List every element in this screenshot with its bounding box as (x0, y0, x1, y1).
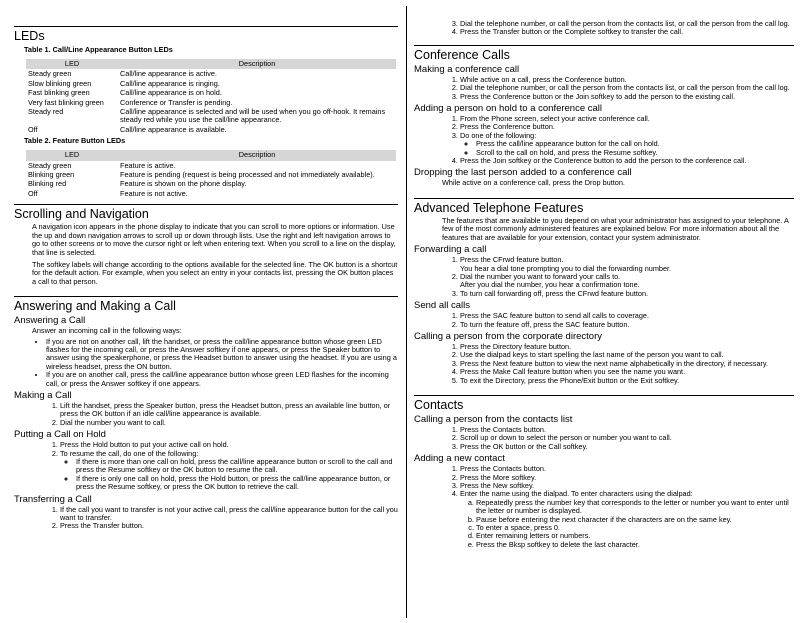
list-item: 1. Lift the handset, press the Speaker button, press the Headset button, press an available line button, or press the OK button if an idle call/line appearance is available. (60, 402, 398, 419)
list-item: ◦ If there is more than one call on hold, press the call/line appearance button or scroll to the call and press the Resume softkey or the OK button to resume the call. (76, 458, 398, 475)
list-item: 3. Press the OK button or the Call softkey. (460, 443, 794, 451)
list-item: 2. Scroll up or down to select the person or number you want to call. (460, 434, 794, 442)
list-item: 4. Press the Join softkey or the Conference button to add the person to the conference call. (460, 157, 794, 165)
conference-dropping-heading: Dropping the last person added to a conference call (414, 167, 632, 179)
table-cell: Call/line appearance is available. (120, 124, 227, 134)
contacts-add-heading: Adding a new contact (414, 453, 505, 465)
conference-adding-list (414, 115, 794, 165)
table-cell: Call/line appearance is ringing. (120, 78, 220, 88)
list-item: a. Repeatedly press the number key that corresponds to the letter or number you want to enter until the letter or number is displayed. (476, 499, 794, 516)
hold-heading: Putting a Call on Hold (14, 429, 106, 441)
scrolling-section (14, 204, 398, 286)
transfer-continued-list (414, 20, 794, 37)
table-row (26, 88, 396, 97)
list-item: 3. Dial the telephone number, or call the person from the contacts list, or call the person from the call log. (460, 20, 794, 28)
forward-heading: Forwarding a call (414, 244, 487, 256)
list-item: • If you are on another call, press the call/line appearance button whose green LED flashes for the incoming call, or press the Answer softkey if one appears. (46, 371, 398, 388)
right-column (414, 0, 794, 549)
list-item: 2. To turn the feature off, press the SAC feature button. (460, 321, 794, 329)
transfer-heading: Transferring a Call (14, 493, 92, 505)
making-list (14, 402, 398, 427)
contacts-section (414, 395, 794, 549)
contacts-call-heading: Calling a person from the contacts list (414, 413, 573, 425)
table-row (26, 98, 396, 107)
list-item: 1. Press the SAC feature button to send all calls to coverage. (460, 312, 794, 320)
sac-heading: Send all calls (414, 300, 470, 312)
list-item: 2. Press the More softkey. (460, 474, 794, 482)
list-item: 1. From the Phone screen, select your active conference call. (460, 115, 794, 123)
table-cell: Steady green (28, 69, 72, 79)
list-item: 1. Press the Directory feature button. (460, 343, 794, 351)
table-row (26, 189, 396, 198)
answering-title: Answering and Making a Call (14, 299, 176, 314)
column-divider (406, 6, 407, 618)
table2-caption: Table 2. Feature Button LEDs (24, 136, 126, 146)
left-column (14, 0, 398, 531)
list-item-text: Press the CFrwd feature button. (460, 255, 564, 265)
answering-heading: Answering a Call (14, 315, 86, 327)
hold-sublist (60, 458, 398, 492)
list-item: 3. Press the Conference button or the Join softkey to add the person to the existing call. (460, 93, 794, 101)
list-item: 3. Press the New softkey. (460, 482, 794, 490)
table-row (26, 161, 396, 170)
table-cell: Steady red (28, 107, 64, 117)
conference-making-heading: Making a conference call (414, 63, 520, 75)
list-item: 5. To exit the Directory, press the Phone/Exit button or the Exit softkey. (460, 377, 794, 385)
table-row (26, 179, 396, 188)
table-header: Description (118, 150, 396, 160)
list-item: ◦ Scroll to the call on hold, and press the Resume softkey. (476, 149, 794, 157)
forward-list (414, 256, 794, 298)
list-item (460, 132, 794, 157)
directory-heading: Calling a person from the corporate directory (414, 330, 602, 342)
list-item: 1. Press the Hold button to put your active call on hold. (60, 441, 398, 449)
list-item: 1. While active on a call, press the Conference button. (460, 76, 794, 84)
table-cell: Off (28, 124, 38, 134)
list-item-text: Enter the name using the dialpad. To enter characters using the dialpad: (460, 489, 693, 499)
table-cell: Feature is pending (request is being processed and not immediately available). (120, 170, 375, 180)
conference-adding-heading: Adding a person on hold to a conference call (414, 103, 603, 115)
hold-list (14, 441, 398, 491)
list-item: 3. To turn call forwarding off, press the CFrwd feature button. (460, 290, 794, 298)
conference-dropping-paragraph: While active on a conference call, press the Drop button. (442, 178, 625, 188)
conference-adding-sublist (460, 140, 794, 157)
list-item: 1. Press the Contacts button. (460, 465, 794, 473)
list-item-note: You hear a dial tone prompting you to dial the forwarding number. (460, 263, 672, 273)
table-cell: Feature is shown on the phone display. (120, 179, 247, 189)
answering-section (14, 296, 398, 531)
list-item (460, 273, 794, 290)
making-heading: Making a Call (14, 389, 72, 401)
leds-title: LEDs (14, 29, 45, 43)
scrolling-paragraph-1: A navigation icon appears in the phone display to indicate that you can scroll to more options or information. Use the up and down navigation arrows to scroll up or down through lists. Use the right and left navigation arrows to go to other screens or to move the cursor right or left when entering text. When you scroll to a line on the display, that line is selected. (32, 222, 396, 257)
table-cell: Call/line appearance is active. (120, 69, 217, 79)
list-item-note: After you dial the number, you hear a confirmation tone. (460, 280, 640, 290)
list-item: d. Enter remaining letters or numbers. (476, 532, 794, 540)
list-item: 1. Press the Contacts button. (460, 426, 794, 434)
list-item: b. Pause before entering the next character if the characters are on the same key. (476, 516, 794, 524)
list-item-text: Do one of the following: (460, 130, 537, 140)
table-cell: Call/line appearance is selected and will be used when you go off-hook. It remains steady red while you use the call/line appearance. (120, 107, 386, 125)
advanced-intro: The features that are available to you depend on what your administrator has assigned to your telephone. A few of the most commonly administered features are explained below. For more information about all the features that are available for your extension, contact your system administrator. (442, 215, 789, 242)
table-header: Description (118, 59, 396, 69)
table-header: LED (26, 59, 118, 69)
table1-caption: Table 1. Call/Line Appearance Button LEDs (24, 45, 173, 54)
led-table-1 (26, 59, 396, 134)
answering-intro: Answer an incoming call in the following ways: (32, 326, 182, 336)
table-cell: Feature is not active. (120, 188, 188, 198)
table-row (26, 107, 396, 125)
table-cell: Conference or Transfer is pending. (120, 97, 233, 107)
list-item (60, 450, 398, 492)
advanced-title: Advanced Telephone Features (414, 200, 584, 215)
table-cell: Feature is active. (120, 160, 176, 170)
list-item: 2. Dial the telephone number, or call the person from the contacts list, or call the person from the call log. (460, 84, 794, 92)
table-header: LED (26, 150, 118, 160)
table-cell: Fast blinking green (28, 88, 90, 98)
conference-making-list (414, 76, 794, 101)
scrolling-title: Scrolling and Navigation (14, 207, 149, 222)
list-item: 2. Press the Conference button. (460, 123, 794, 131)
list-item: • If you are not on another call, lift the handset, or press the call/line appearance button whose green LED flashes for the incoming call, or press the Answer softkey if one appears, or press the Speaker button to answer using the speakerphone, or press the Headset button to answer using the headset. If you are using a wireless headset, press the ON button. (46, 338, 398, 372)
scrolling-paragraph-2: The softkey labels will change according to the options available for the selected line. The OK button is a shortcut for the default action. For example, when you select an entry in your contacts list, pressing the OK button places a call to that person. (32, 259, 398, 286)
list-item: e. Press the Bksp softkey to delete the last character. (476, 541, 794, 549)
table-cell: Off (28, 188, 38, 198)
conference-section (414, 45, 794, 188)
list-item: 1. If the call you want to transfer is not your active call, press the call/line appearance button for the call you want to transfer. (60, 506, 398, 523)
list-item: ◦ Press the call/line appearance button for the call on hold. (476, 140, 794, 148)
contacts-add-list (414, 465, 794, 549)
sac-list (414, 312, 794, 329)
list-item-text: Dial the number you want to forward your calls to. (460, 271, 621, 281)
advanced-section (414, 198, 794, 385)
table-row (26, 125, 396, 134)
contacts-title: Contacts (414, 397, 464, 412)
list-item-text: To resume the call, do one of the following: (60, 448, 199, 458)
table-cell: Blinking green (28, 170, 75, 180)
list-item (460, 256, 794, 273)
table-cell: Very fast blinking green (28, 97, 104, 107)
list-item: 3. Press the Next feature button to view the next name alphabetically in the directory, if necessary. (460, 360, 794, 368)
list-item: 4. Press the Transfer button or the Complete softkey to transfer the call. (460, 28, 794, 36)
list-item: c. To enter a space, press 0. (476, 524, 794, 532)
table-cell: Blinking red (28, 179, 67, 189)
table-cell: Call/line appearance is on hold. (120, 88, 222, 98)
transfer-list (14, 506, 398, 531)
table-row (26, 170, 396, 179)
table-row (26, 69, 396, 78)
leds-section (14, 26, 398, 198)
directory-list (414, 343, 794, 385)
list-item: 2. Use the dialpad keys to start spelling the last name of the person you want to call. (460, 351, 794, 359)
led-table-2 (26, 150, 396, 198)
list-item: ◦ If there is only one call on hold, press the Hold button, or press the call/line appearance button, or press the Resume softkey, or press the OK button to retrieve the call. (76, 475, 398, 492)
table-cell: Slow blinking green (28, 78, 92, 88)
list-item: 2. Dial the number you want to call. (60, 419, 398, 427)
contacts-add-sublist (460, 499, 794, 549)
answering-list (14, 338, 398, 388)
table-row (26, 79, 396, 88)
list-item: 4. Press the Make Call feature button when you see the name you want. (460, 368, 794, 376)
contacts-call-list (414, 426, 794, 451)
list-item (460, 490, 794, 549)
table-cell: Steady green (28, 160, 72, 170)
list-item: 2. Press the Transfer button. (60, 522, 398, 530)
conference-title: Conference Calls (414, 47, 510, 62)
